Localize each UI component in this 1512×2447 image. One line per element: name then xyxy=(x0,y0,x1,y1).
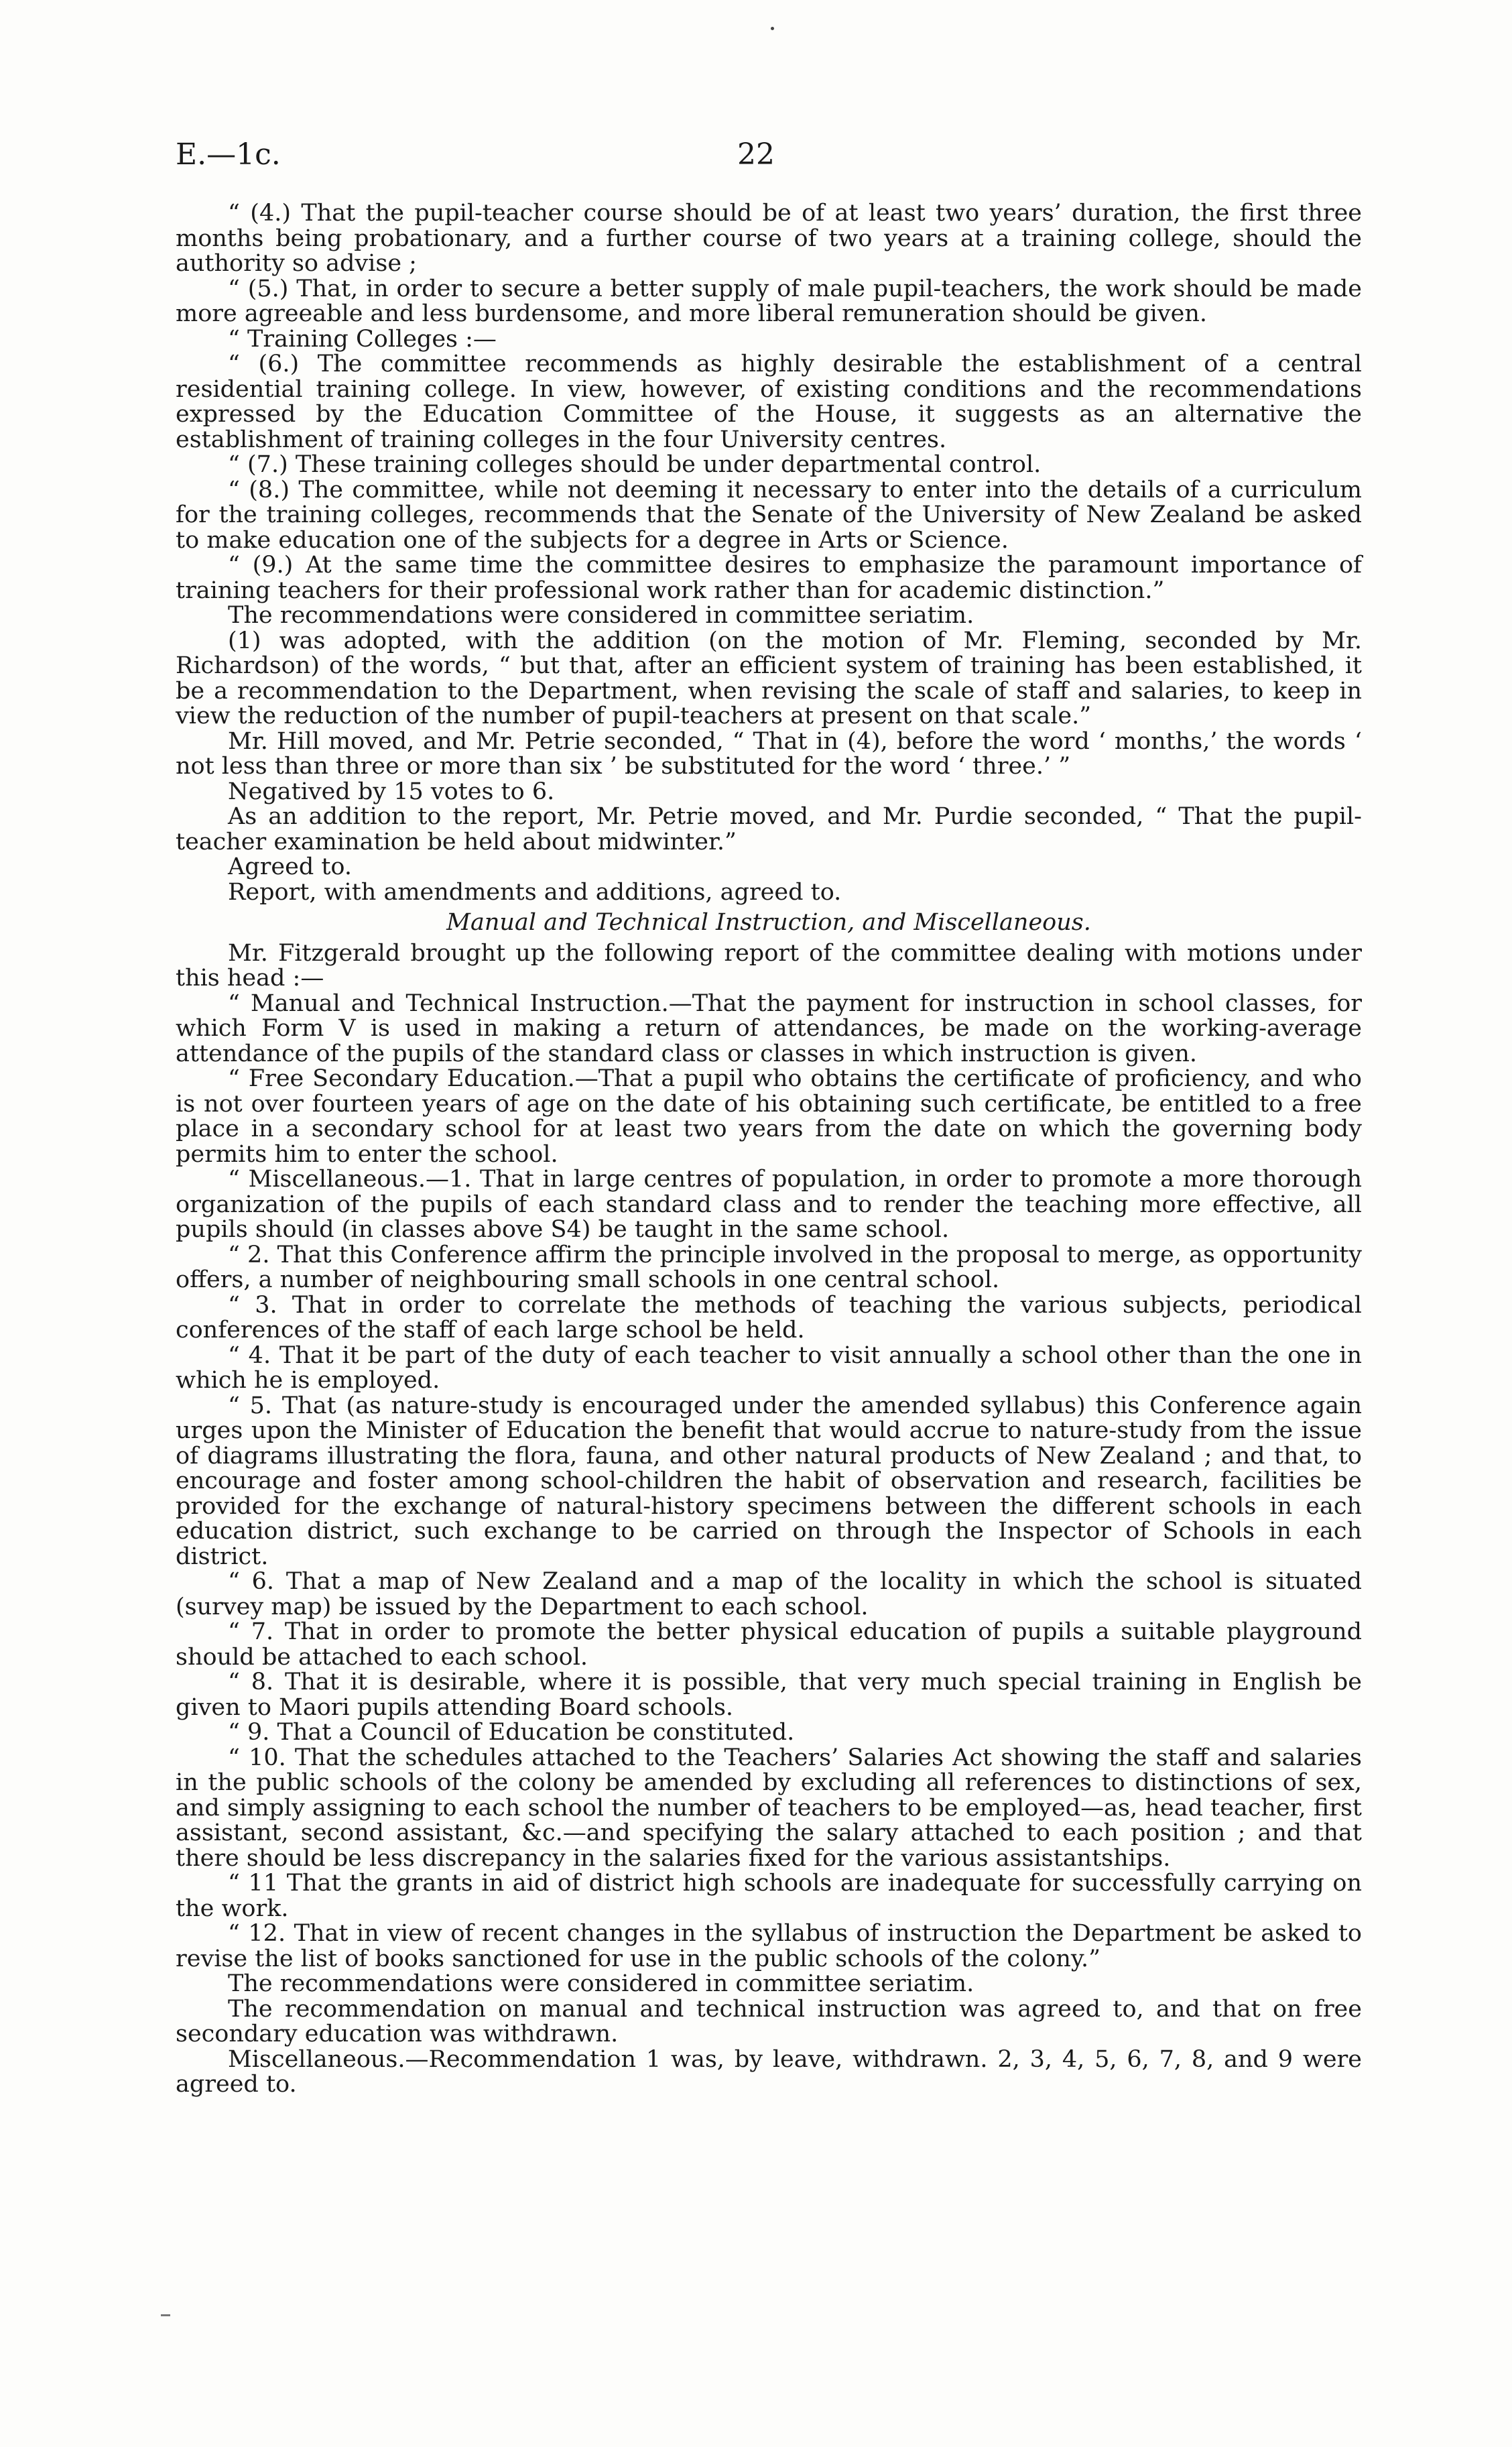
paragraph: “ (4.) That the pupil-teacher course should be of at least two years’ duration, the first three months being probationary, and a further course of two years at a training college, should the authority so advise ; xyxy=(176,200,1362,277)
document-reference: E.—1c. xyxy=(176,137,281,172)
paragraph: “ Free Secondary Education.—That a pupil who obtains the certificate of proficiency, and who is not over fourteen years of age on the date of his obtaining such certificate, be entitled to a free place in a secondary school for at least two years from the date on which the governing body permits him to enter the school. xyxy=(176,1065,1362,1168)
paragraph: “ 11 That the grants in aid of district high schools are inadequate for successfully carrying on the work. xyxy=(176,1870,1362,1922)
paragraph: “ (6.) The committee recommends as highly desirable the establishment of a central residential training college. In view, however, of existing conditions and the recommendations expressed by the Education Committee of the House, it suggests as an alternative the establishment of training colleges in the four University centres. xyxy=(176,351,1362,453)
paragraph: “ (5.) That, in order to secure a better supply of male pupil-teachers, the work should be made more agreeable and less burdensome, and more liberal remuneration should be given. xyxy=(176,275,1362,327)
paragraph: Miscellaneous.—Recommendation 1 was, by leave, withdrawn. 2, 3, 4, 5, 6, 7, 8, and 9 were agreed to. xyxy=(176,2045,1362,2098)
margin-mark xyxy=(161,2314,170,2316)
paragraph: The recommendations were considered in committee seriatim. xyxy=(228,602,974,629)
paragraph: (1) was adopted, with the addition (on the motion of Mr. Fleming, seconded by Mr. Richardson) of the words, “ but that, after an efficient system of training has been established, it be a recommendation to the Department, when revising the scale of staff and salaries, to keep in view the reduction of the number of pupil-teachers at present on that scale.” xyxy=(176,627,1362,729)
paragraph: “ (7.) These training colleges should be under departmental control. xyxy=(228,451,1042,478)
paragraph: As an addition to the report, Mr. Petrie moved, and Mr. Purdie seconded, “ That the pupil-teacher examination be held about midwinter.” xyxy=(176,803,1362,855)
paragraph: “ Training Colleges :— xyxy=(228,325,497,353)
paragraph: Negatived by 15 votes to 6. xyxy=(228,778,555,805)
paragraph: “ Manual and Technical Instruction.—That the payment for instruction in school classes, for which Form V is used in making a return of attendances, be made on the working-average attendance of the pupils of the standard class or classes in which instruction is given. xyxy=(176,990,1362,1067)
ink-speck xyxy=(771,27,774,30)
paragraph: “ 2. That this Conference affirm the principle involved in the proposal to merge, as opportunity offers, a number of neighbouring small schools in one central school. xyxy=(176,1241,1362,1293)
paragraph: “ 9. That a Council of Education be constituted. xyxy=(228,1719,795,1746)
paragraph: Agreed to. xyxy=(228,853,353,880)
paragraph: “ 12. That in view of recent changes in the syllabus of instruction the Department be asked to revise the list of books sanctioned for use in the public schools of the colony.” xyxy=(176,1920,1362,1972)
page-header xyxy=(176,137,1336,178)
page-number: 22 xyxy=(737,137,775,172)
paragraph: Report, with amendments and additions, agreed to. xyxy=(228,878,842,906)
paragraph: “ 3. That in order to correlate the methods of teaching the various subjects, periodical conferences of the staff of each large school be held. xyxy=(176,1291,1362,1344)
paragraph: “ 7. That in order to promote the better physical education of pupils a suitable playground should be attached to each school. xyxy=(176,1618,1362,1671)
paragraph: “ 5. That (as nature-study is encouraged under the amended syllabus) this Conference again urges upon the Minister of Education the benefit that would accrue to nature-study from the issue of diagrams illustrating the flora, fauna, and other natural products of New Zealand ; and that, to encourage and foster among school-children the habit of observation and research, facilities be provided for the exchange of natural-history specimens between the different schools in each education district, such exchange to be carried on through the Inspector of Schools in each district. xyxy=(176,1392,1362,1570)
document-body xyxy=(176,201,1362,2098)
paragraph: “ (9.) At the same time the committee desires to emphasize the paramount importance of training teachers for their professional work rather than for academic distinction.” xyxy=(176,552,1362,604)
paragraph: The recommendations were considered in committee seriatim. xyxy=(228,1970,974,1997)
paragraph: “ 6. That a map of New Zealand and a map of the locality in which the school is situated (survey map) be issued by the Department to each school. xyxy=(176,1568,1362,1620)
paragraph: The recommendation on manual and technical instruction was agreed to, and that on free secondary education was withdrawn. xyxy=(176,1995,1362,2047)
paragraph: “ 4. That it be part of the duty of each teacher to visit annually a school other than the one in which he is employed. xyxy=(176,1341,1362,1394)
section-heading: Manual and Technical Instruction, and Miscellaneous. xyxy=(446,909,1091,936)
paragraph: “ 10. That the schedules attached to the Teachers’ Salaries Act showing the staff and salaries in the public schools of the colony be amended by excluding all references to distinctions of sex, and simply assigning to each school the number of teachers to be employed—as, head teacher, first assistant, second assistant, &c.—and specifying the salary attached to each position ; and that there should be less discrepancy in the salaries fixed for the various assistantships. xyxy=(176,1744,1362,1872)
paragraph: “ 8. That it is desirable, where it is possible, that very much special training in English be given to Maori pupils attending Board schools. xyxy=(176,1669,1362,1721)
paragraph: Mr. Fitzgerald brought up the following report of the committee dealing with motions under this head :— xyxy=(176,939,1362,992)
paragraph: “ (8.) The committee, while not deeming it necessary to enter into the details of a curriculum for the training colleges, recommends that the Senate of the University of New Zealand be asked to make education one of the subjects for a degree in Arts or Science. xyxy=(176,476,1362,554)
paragraph: “ Miscellaneous.—1. That in large centres of population, in order to promote a more thorough organization of the pupils of each standard class and to render the teaching more effective, all pupils should (in classes above S4) be taught in the same school. xyxy=(176,1166,1362,1243)
paragraph: Mr. Hill moved, and Mr. Petrie seconded, “ That in (4), before the word ‘ months,’ the words ‘ not less than three or more than six ’ be substituted for the word ‘ three.’ ” xyxy=(176,727,1362,780)
